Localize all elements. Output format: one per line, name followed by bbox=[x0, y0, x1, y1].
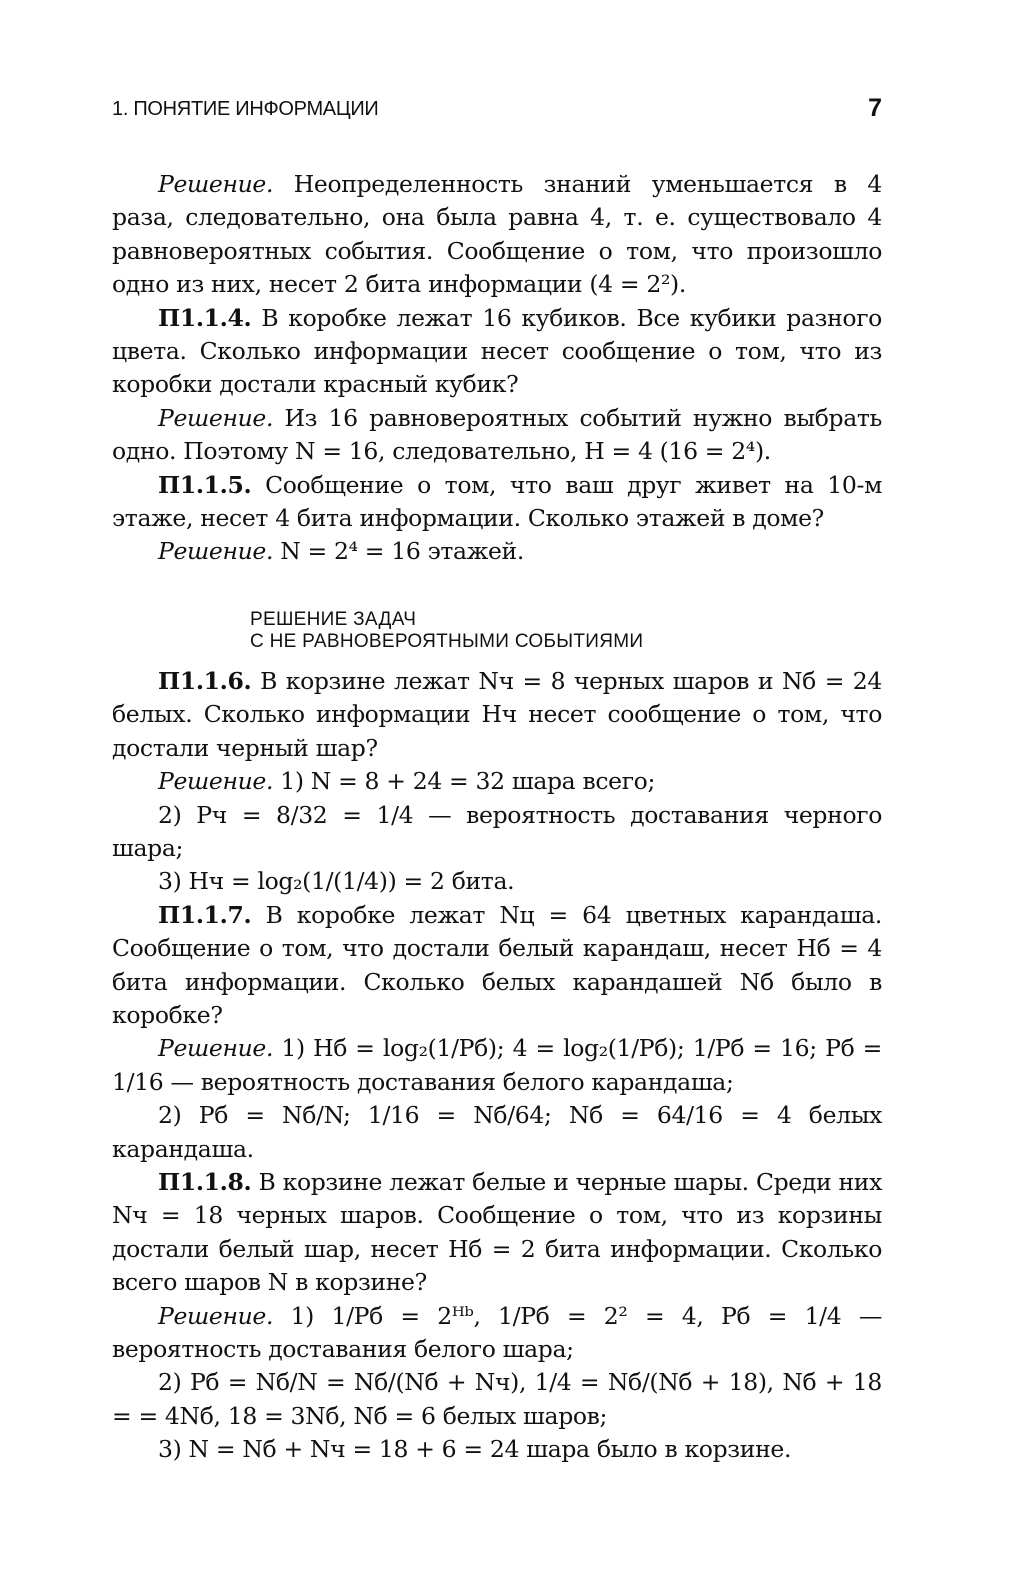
solution-paragraph bbox=[112, 1032, 882, 1099]
paragraph-text: 1) 1/Pб = 2ᴴᵇ, 1/Pб = 2² = 4, Pб = 1/4 — вероятность доставания белого шара; bbox=[112, 1301, 882, 1363]
paragraph-text: Сообщение о том, что ваш друг живет на 10-м этаже, несет 4 бита информации. Сколько этажей в доме? bbox=[112, 470, 882, 533]
solution-paragraph bbox=[112, 1300, 882, 1367]
solution-step: 2) Pб = Nб/N = Nб/(Nб + Nч), 1/4 = Nб/(Nб + 18), Nб + 18 = = 4Nб, 18 = 3Nб, Nб = 6 белых шаров; bbox=[112, 1368, 882, 1430]
solution-step: 2) Pб = Nб/N; 1/16 = Nб/64; Nб = 64/16 = 4 белых карандаша. bbox=[112, 1101, 882, 1163]
problem-number: П1.1.8. bbox=[158, 1167, 252, 1196]
problem-paragraph bbox=[112, 302, 882, 402]
paragraph-text: В корзине лежат белые и черные шары. Среди них Nч = 18 черных шаров. Сообщение о том, что из корзины достали белый шар, несет Hб = 2 бита информации. Сколько всего шаров N в корзине? bbox=[112, 1167, 882, 1297]
running-head: 1. ПОНЯТИЕ ИНФОРМАЦИИ bbox=[112, 98, 379, 120]
paragraph-text: 1) Hб = log₂(1/Pб); 4 = log₂(1/Pб); 1/Pб = 16; Pб = 1/16 — вероятность доставания белого карандаша; bbox=[112, 1034, 882, 1096]
problem-paragraph bbox=[112, 1166, 882, 1300]
solution-label: Решение. bbox=[158, 537, 274, 566]
solution-paragraph bbox=[112, 402, 882, 469]
problem-paragraph bbox=[112, 469, 882, 536]
paragraph-text: 1) N = 8 + 24 = 32 шара всего; bbox=[273, 767, 656, 796]
section-heading-line-2: С НЕ РАВНОВЕРОЯТНЫМИ СОБЫТИЯМИ bbox=[250, 630, 644, 652]
page-header bbox=[112, 96, 882, 126]
solution-paragraph bbox=[112, 765, 882, 798]
problem-paragraph bbox=[112, 665, 882, 765]
problem-number: П1.1.5. bbox=[158, 470, 252, 499]
problem-number: П1.1.4. bbox=[158, 303, 252, 332]
paragraph-text: В коробке лежат Nц = 64 цветных карандаша. Сообщение о том, что достали белый карандаш, несет Hб = 4 бита информации. Сколько белых карандашей Nб было в коробке? bbox=[112, 900, 882, 1029]
problem-paragraph bbox=[112, 899, 882, 1033]
solution-step: 3) Hч = log₂(1/(1/4)) = 2 бита. bbox=[158, 867, 515, 896]
solution-step: 2) Pч = 8/32 = 1/4 — вероятность доставания черного шара; bbox=[112, 800, 882, 862]
problem-number: П1.1.6. bbox=[158, 666, 252, 695]
paragraph-text: В коробке лежат 16 кубиков. Все кубики разного цвета. Сколько информации несет сообщение о том, что из коробки достали красный кубик? bbox=[112, 303, 882, 399]
solution-label: Решение. bbox=[158, 403, 274, 432]
solution-paragraph bbox=[112, 168, 882, 302]
solution-label: Решение. bbox=[158, 1034, 274, 1063]
paragraph-text: В корзине лежат Nч = 8 черных шаров и Nб = 24 белых. Сколько информации Hч несет сообщение о том, что достали черный шар? bbox=[112, 666, 882, 762]
solution-label: Решение. bbox=[158, 767, 274, 796]
solution-step: 3) N = Nб + Nч = 18 + 6 = 24 шара было в корзине. bbox=[158, 1435, 792, 1464]
solution-label: Решение. bbox=[158, 170, 274, 198]
page-body bbox=[112, 168, 882, 1467]
paragraph-text: N = 2⁴ = 16 этажей. bbox=[273, 537, 524, 566]
problem-number: П1.1.7. bbox=[158, 900, 252, 929]
paragraph-text: Неопределенность знаний уменьшается в 4 раза, следовательно, она была равна 4, т. е. существовало 4 равновероятных события. Сообщение о том, что произошло одно из них, несет 2 бита информации (4 = 2²). bbox=[112, 170, 882, 299]
paragraph-text: Из 16 равновероятных событий нужно выбрать одно. Поэтому N = 16, следовательно, H = 4 (16 = 2⁴). bbox=[112, 403, 882, 466]
section-heading-line-1: РЕШЕНИЕ ЗАДАЧ bbox=[250, 608, 417, 630]
solution-label: Решение. bbox=[158, 1301, 274, 1330]
section-heading bbox=[112, 609, 882, 653]
page-number: 7 bbox=[868, 94, 882, 122]
solution-paragraph bbox=[112, 535, 882, 568]
